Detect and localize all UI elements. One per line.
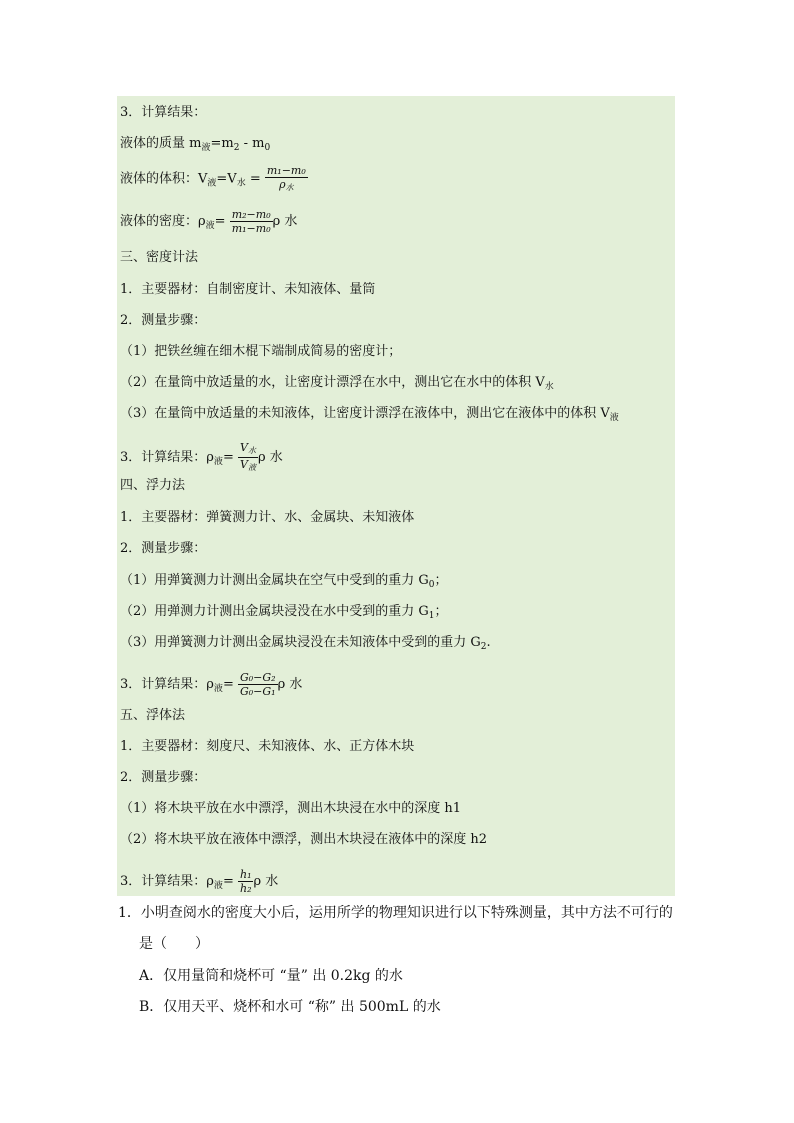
question-1-stem-end: 是（ ） xyxy=(139,936,209,952)
s5-fraction: $\frac{\text{h₁}}{\text{h₂}}$ xyxy=(239,868,252,895)
s5-steps-heading: 2．测量步骤： xyxy=(120,770,207,785)
s3-step1: （1）把铁丝缠在细木棍下端制成简易的密度计； xyxy=(120,344,402,359)
liquid-volume-formula: 液体的体积：$V_液=V_水$ = $\frac{\text{m₁−m₀}}{\rho_水}$ xyxy=(120,164,306,192)
liquid-density-formula: 液体的密度：$\rho_液=$ $\frac{\text{m₂−m₀}}{\text{m₁−m₀}}$ ρ 水 xyxy=(120,208,298,235)
s4-step2: （2）用弹测力计测出金属块浸没在水中受到的重力 $G_1$； xyxy=(120,604,448,621)
step3-heading: 3．计算结果： xyxy=(120,105,207,120)
s4-steps-heading: 2．测量步骤： xyxy=(120,541,207,556)
s4-step1: （1）用弹簧测力计测出金属块在空气中受到的重力 $G_0$； xyxy=(120,573,448,590)
s3-equipment: 1．主要器材：自制密度计、未知液体、量筒 xyxy=(120,282,376,297)
option-b: B．仅用天平、烧杯和水可 “称” 出 500mL 的水 xyxy=(139,999,441,1015)
s4-fraction: $\frac{\text{G₀−G₂}}{\text{G₀−G₁}}$ xyxy=(239,671,276,698)
s3-result: 3．计算结果：$\rho_液=$ $\frac{V_水}{V_液}$ ρ 水 xyxy=(120,441,283,472)
volume-fraction: $\frac{\text{m₁−m₀}}{\rho_水}$ xyxy=(266,164,306,192)
s4-step3: （3）用弹簧测力计测出金属块浸没在未知液体中受到的重力 $G_2$. xyxy=(120,635,491,652)
section-four-heading: 四、浮力法 xyxy=(120,478,186,493)
s3-fraction: $\frac{V_水}{V_液}$ xyxy=(239,441,256,472)
s4-equipment: 1．主要器材：弹簧测力计、水、金属块、未知液体 xyxy=(120,510,415,525)
s4-result: 3．计算结果：$\rho_液=$ $\frac{\text{G₀−G₂}}{\text{G₀−G₁}}$ ρ 水 xyxy=(120,671,303,698)
liquid-mass-formula: 液体的质量 $m_液=m_2 - m_0$ xyxy=(120,136,271,153)
section-three-heading: 三、密度计法 xyxy=(120,250,199,265)
section-five-heading: 五、浮体法 xyxy=(120,708,186,723)
s3-step2: （2）在量筒中放适量的水，让密度计漂浮在水中，测出它在水中的体积 $V_水$ xyxy=(120,375,554,392)
s5-step2: （2）将木块平放在液体中漂浮，测出木块浸在液体中的深度 h2 xyxy=(120,832,488,847)
s5-result: 3．计算结果：$\rho_液=$ $\frac{\text{h₁}}{\text{h₂}}$ ρ 水 xyxy=(120,868,279,895)
question-1-stem: 1．小明查阅水的密度大小后，运用所学的物理知识进行以下特殊测量，其中方法不可行的 xyxy=(118,905,673,921)
s3-steps-heading: 2．测量步骤： xyxy=(120,313,207,328)
s5-equipment: 1．主要器材：刻度尺、未知液体、水、正方体木块 xyxy=(120,739,415,754)
option-a: A．仅用量筒和烧杯可 “量” 出 0.2kg 的水 xyxy=(139,968,403,984)
density-fraction: $\frac{\text{m₂−m₀}}{\text{m₁−m₀}}$ xyxy=(231,208,271,235)
s5-step1: （1）将木块平放在水中漂浮，测出木块浸在水中的深度 h1 xyxy=(120,801,462,816)
s3-step3: （3）在量筒中放适量的未知液体，让密度计漂浮在液体中，测出它在液体中的体积 $V_液$ xyxy=(120,406,619,423)
